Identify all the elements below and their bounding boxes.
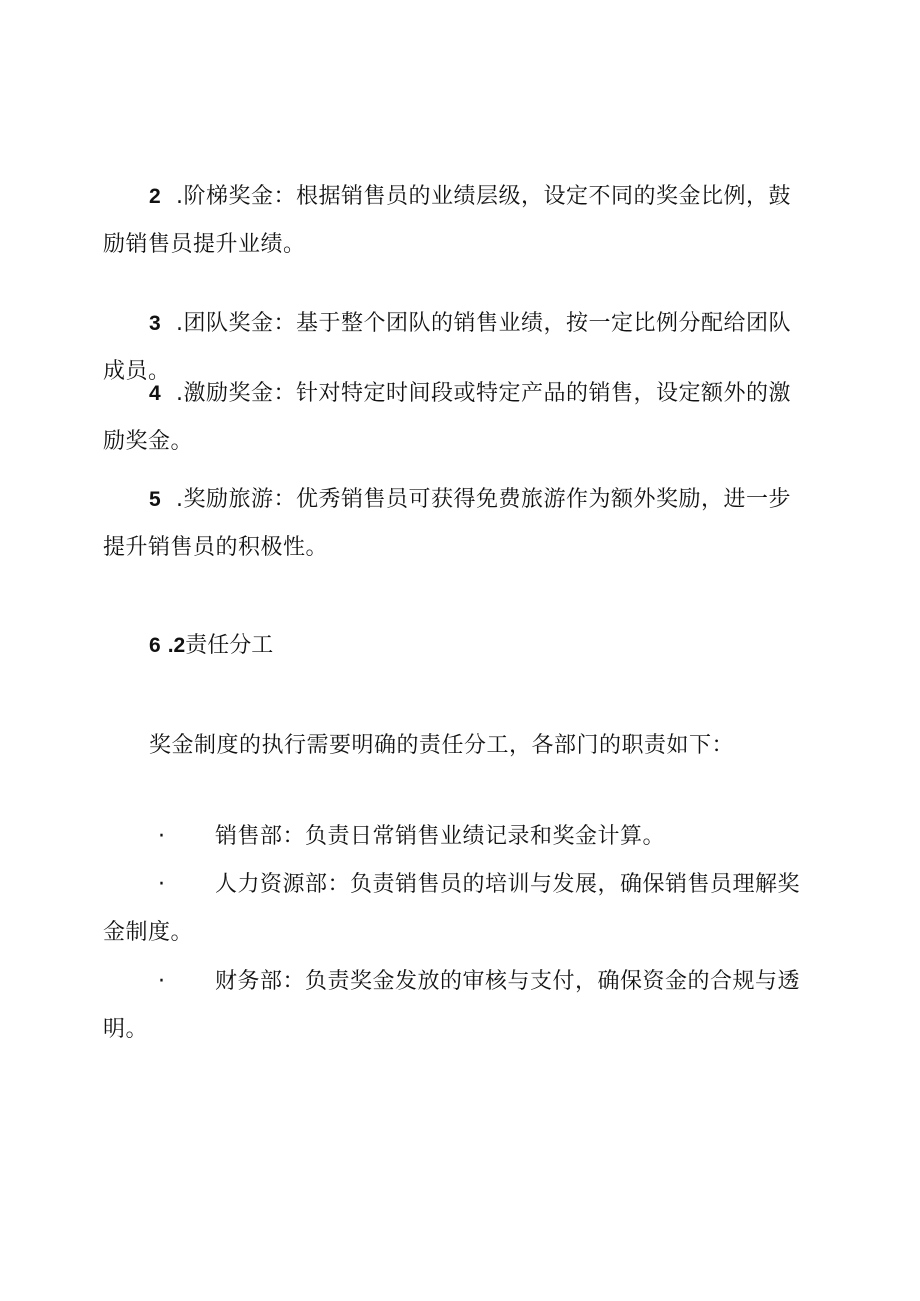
list-item-5 (103, 476, 817, 572)
item-number: 4 (149, 382, 162, 405)
item-text-line1: 团队奖金：基于整个团队的销售业绩，按一定比例分配给团队 (183, 311, 792, 336)
list-item-4 (103, 370, 817, 466)
section-heading (149, 622, 273, 670)
item-sep: . (176, 184, 184, 209)
item-sep: . (176, 311, 184, 336)
bullet-item-hr (103, 861, 817, 957)
bullet-item-sales (103, 813, 817, 861)
bullet-dot: · (158, 872, 166, 897)
item-number: 3 (149, 312, 162, 335)
item-sep: . (176, 381, 184, 406)
item-text-line2: 成员。 (103, 359, 171, 384)
item-text-line1: 奖励旅游：优秀销售员可获得免费旅游作为额外奖励，进一步 (183, 487, 792, 512)
bullet-text-line1: 财务部：负责奖金发放的审核与支付，确保资金的合规与透 (215, 969, 801, 994)
section-number: 6 (149, 634, 161, 657)
intro-paragraph: 奖金制度的执行需要明确的责任分工，各部门的职责如下： (149, 733, 735, 758)
bullet-dot: · (158, 824, 166, 849)
section-title: 责任分工 (185, 633, 274, 658)
item-text-line2: 提升销售员的积极性。 (103, 535, 329, 560)
item-number: 5 (149, 488, 162, 511)
item-sep: . (176, 487, 184, 512)
list-item-2 (103, 173, 817, 269)
item-text-line1: 激励奖金：针对特定时间段或特定产品的销售，设定额外的激 (183, 381, 792, 406)
item-number: 2 (149, 185, 162, 208)
bullet-dot: · (158, 969, 166, 994)
section-subnumber: .2 (167, 634, 186, 657)
bullet-text-line2: 金制度。 (103, 920, 194, 945)
bullet-text-line1: 销售部：负责日常销售业绩记录和奖金计算。 (215, 824, 666, 849)
bullet-text-line1: 人力资源部：负责销售员的培训与发展，确保销售员理解奖 (215, 872, 801, 897)
bullet-item-finance (103, 958, 817, 1054)
item-text-line1: 阶梯奖金：根据销售员的业绩层级，设定不同的奖金比例，鼓 (183, 184, 792, 209)
item-text-line2: 励奖金。 (103, 429, 194, 454)
bullet-text-line2: 明。 (103, 1017, 149, 1042)
item-text-line2: 励销售员提升业绩。 (103, 232, 306, 257)
